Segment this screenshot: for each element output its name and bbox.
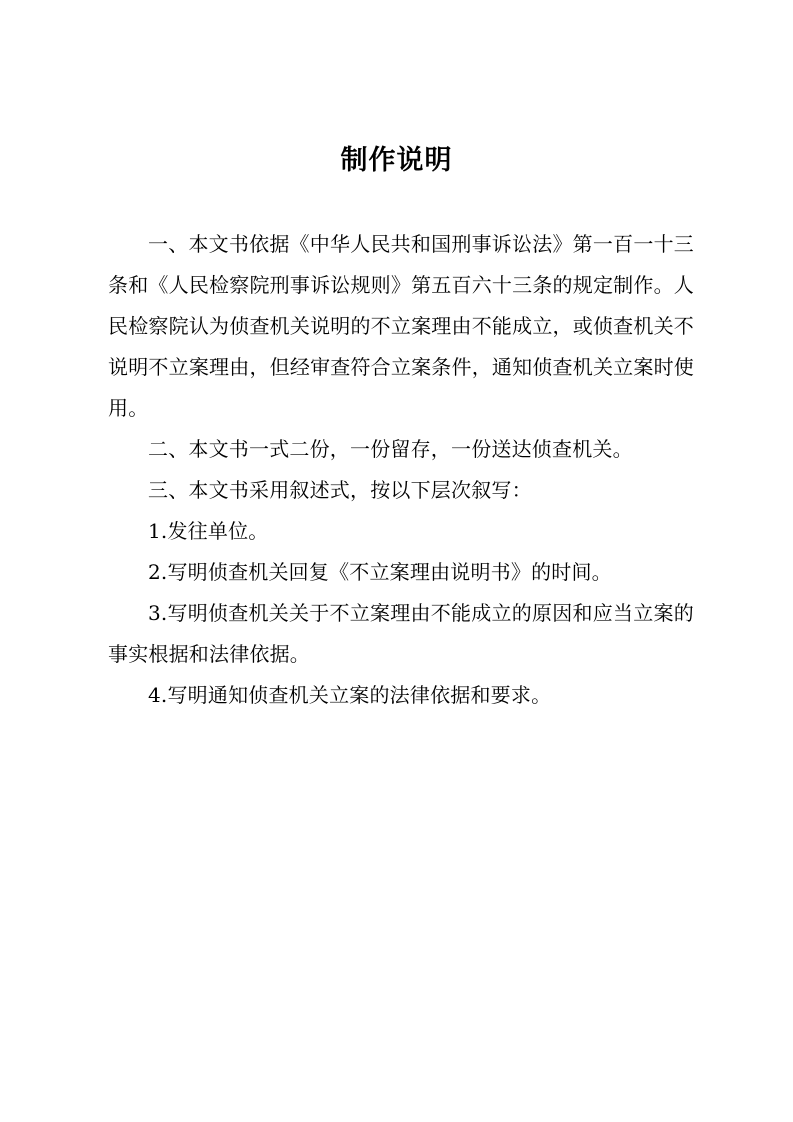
paragraph-item-4: 4.写明通知侦查机关立案的法律依据和要求。: [148, 683, 552, 707]
paragraph-item-3: 3.写明侦查机关关于不立案理由不能成立的原因和应当立案的事实根据和法律依据。: [108, 601, 694, 666]
paragraph-format: 三、本文书采用叙述式，按以下层次叙写：: [148, 478, 532, 502]
document-body: [108, 224, 694, 716]
paragraph-item-2: 2.写明侦查机关回复《不立案理由说明书》的时间。: [148, 560, 612, 584]
paragraph-basis: 一、本文书依据《中华人民共和国刑事诉讼法》第一百一十三条和《人民检察院刑事诉讼规则》第五百六十三条的规定制作。人民检察院认为侦查机关说明的不立案理由不能成立，或侦查机关不说明不立案理由，但经审查符合立案条件，通知侦查机关立案时使用。: [108, 232, 694, 420]
paragraph-item-1: 1.发往单位。: [148, 519, 269, 543]
document-title: 制作说明: [340, 145, 453, 176]
paragraph-copies: 二、本文书一式二份，一份留存，一份送达侦查机关。: [148, 437, 633, 461]
